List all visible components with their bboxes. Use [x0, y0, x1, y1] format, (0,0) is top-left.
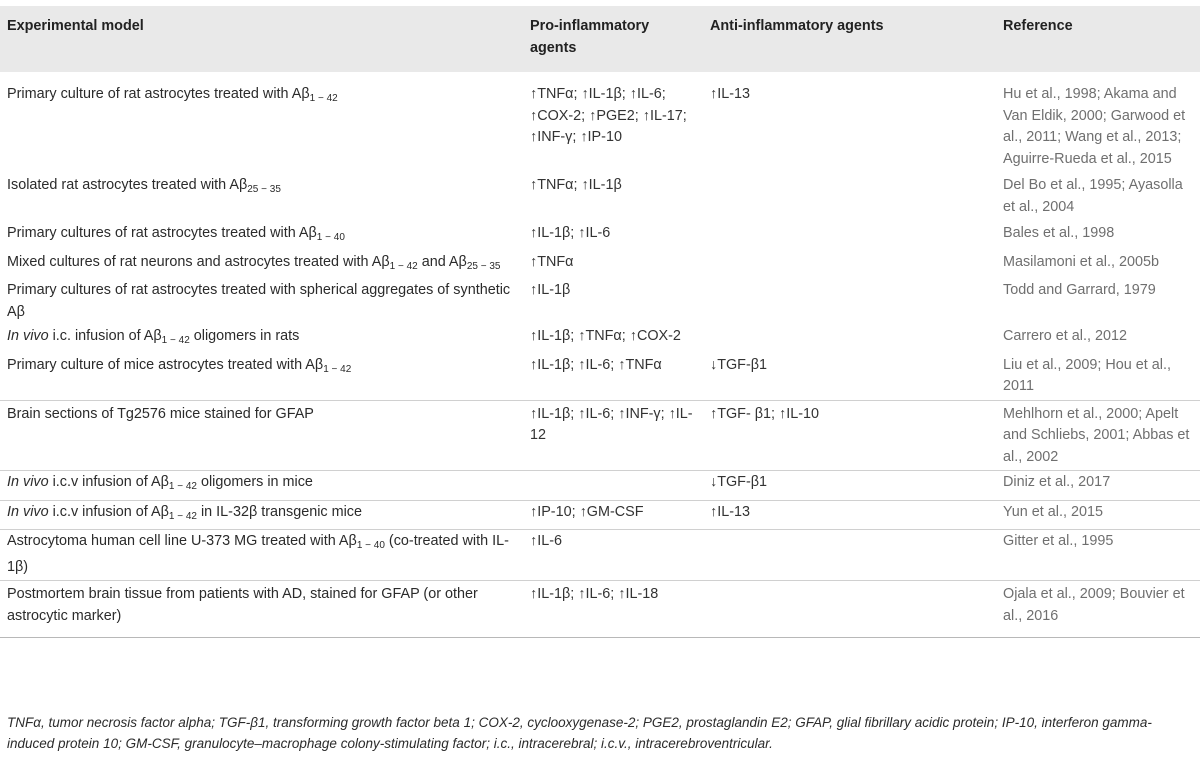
cell-experimental-model — [0, 251, 523, 280]
cell-pro-inflammatory: ↑IP-10; ↑GM-CSF — [523, 500, 703, 530]
cell-pro-inflammatory: ↑IL-1β; ↑TNFα; ↑COX-2 — [530, 328, 681, 344]
model-text: Primary cultures of rat astrocytes treated with spherical aggregates of synthetic Aβ — [7, 282, 511, 320]
model-subscript: 25 − 35 — [247, 184, 281, 195]
cell-experimental-model — [0, 72, 523, 172]
model-text: Astrocytoma human cell line U-373 MG treated with Aβ — [7, 533, 357, 549]
cell-experimental-model — [0, 172, 523, 220]
cell-anti-inflammatory: ↓TGF-β1 — [703, 471, 996, 501]
cell-experimental-model — [0, 400, 523, 471]
inflammatory-agents-table — [0, 6, 1200, 638]
model-subscript: 1 − 40 — [316, 232, 345, 243]
model-subscript: 1 − 40 — [356, 540, 385, 551]
cell-experimental-model — [0, 500, 523, 530]
cell-pro-inflammatory: ↑IL-1β — [530, 282, 571, 298]
model-subscript: 1 − 42 — [161, 335, 190, 346]
table-row — [0, 471, 1200, 501]
model-text: Brain sections of Tg2576 mice stained for GFAP — [7, 405, 314, 422]
cell-anti-inflammatory: ↑IL-13 — [710, 86, 750, 102]
model-text: i.c.v infusion of Aβ — [48, 503, 169, 520]
cell-experimental-model — [0, 354, 523, 401]
model-text-post: oligomers in mice — [196, 474, 313, 490]
model-text: Isolated rat astrocytes treated with Aβ — [7, 177, 248, 193]
cell-experimental-model — [0, 279, 523, 325]
cell-reference: Liu et al., 2009; Hou et al., 2011 — [1003, 356, 1172, 394]
table-footnote: TNFα, tumor necrosis factor alpha; TGF-β1, transforming growth factor beta 1; COX-2, cyclooxygenase-2; PGE2, prostaglandin E2; GFAP, glial fibrillary acidic protein; IP-10, interferon gamma-induced protein 10; GM-CSF, granulocyte–macrophage colony-stimulating factor; i.c., intracerebral; i.c.v., intracerebroventricular. — [7, 715, 1152, 751]
cell-reference: Ojala et al., 2009; Bouvier et al., 2016 — [996, 581, 1200, 638]
table-row — [0, 72, 1200, 172]
cell-anti-inflammatory — [703, 581, 996, 638]
cell-experimental-model — [0, 530, 523, 581]
table-row — [0, 220, 1200, 251]
cell-pro-inflammatory: ↑TNFα; ↑IL-1β; ↑IL-6; ↑COX-2; ↑PGE2; ↑IL-17; ↑INF-γ; ↑IP-10 — [530, 86, 687, 145]
cell-reference: Masilamoni et al., 2005b — [1003, 253, 1159, 270]
table-row — [0, 581, 1200, 638]
table-row — [0, 400, 1200, 471]
model-text: Mixed cultures of rat neurons and astrocytes treated with Aβ — [7, 253, 390, 270]
model-subscript: 1 − 42 — [389, 260, 418, 272]
cell-pro-inflammatory: ↑TNFα — [530, 253, 574, 270]
cell-pro-inflammatory: ↑IL-1β; ↑IL-6; ↑INF-γ; ↑IL-12 — [523, 400, 703, 471]
cell-reference: Carrero et al., 2012 — [1003, 328, 1127, 344]
model-text-post: oligomers in rats — [189, 328, 300, 344]
cell-reference: Del Bo et al., 1995; Ayasolla et al., 2004 — [1003, 177, 1183, 215]
cell-experimental-model — [0, 325, 523, 354]
cell-anti-inflammatory — [703, 279, 996, 325]
model-text: Primary culture of rat astrocytes treated with Aβ — [7, 86, 310, 102]
table-row — [0, 279, 1200, 325]
table-row — [0, 172, 1200, 220]
cell-pro-inflammatory: ↑IL-1β; ↑IL-6; ↑TNFα — [530, 356, 662, 373]
table-row — [0, 530, 1200, 581]
cell-reference: Bales et al., 1998 — [1003, 225, 1115, 241]
model-subscript: 1 − 42 — [168, 510, 197, 522]
cell-anti-inflammatory: ↓TGF-β1 — [710, 356, 768, 373]
model-text-post: in IL-32β transgenic mice — [196, 503, 363, 520]
cell-anti-inflammatory — [703, 325, 996, 354]
header-reference: Reference — [1003, 18, 1073, 34]
table-row — [0, 251, 1200, 280]
cell-pro-inflammatory: ↑IL-1β; ↑IL-6 — [530, 225, 611, 241]
table-row — [0, 354, 1200, 401]
model-subscript: 1 − 42 — [168, 481, 197, 492]
cell-reference: Diniz et al., 2017 — [996, 471, 1200, 501]
table-row — [0, 325, 1200, 354]
model-text: i.c.v infusion of Aβ — [48, 474, 169, 490]
cell-reference: Gitter et al., 1995 — [996, 530, 1200, 581]
cell-anti-inflammatory: ↑IL-13 — [703, 500, 996, 530]
cell-anti-inflammatory — [703, 251, 996, 280]
cell-experimental-model — [0, 581, 523, 638]
header-row — [0, 6, 1200, 72]
cell-anti-inflammatory — [703, 530, 996, 581]
cell-anti-inflammatory — [703, 220, 996, 251]
cell-pro-inflammatory — [523, 471, 703, 501]
cell-reference: Hu et al., 1998; Akama and Van Eldik, 2000; Garwood et al., 2011; Wang et al., 2013; Aguirre-Rueda et al., 2015 — [1003, 86, 1186, 167]
model-italic: In vivo — [7, 503, 49, 520]
model-text: Primary culture of mice astrocytes treated with Aβ — [7, 356, 324, 373]
cell-pro-inflammatory: ↑IL-6 — [523, 530, 703, 581]
header-experimental-model: Experimental model — [7, 18, 144, 34]
cell-anti-inflammatory: ↑TGF- β1; ↑IL-10 — [703, 400, 996, 471]
model-italic: In vivo — [7, 328, 49, 344]
model-text: i.c. infusion of Aβ — [48, 328, 162, 344]
header-pro-inflammatory: Pro-inflammatory agents — [530, 18, 650, 56]
model-subscript: 1 − 42 — [309, 93, 338, 104]
model-subscript: 1 − 42 — [323, 363, 352, 375]
header-anti-inflammatory: Anti-inflammatory agents — [710, 18, 884, 34]
cell-reference: Mehlhorn et al., 2000; Apelt and Schliebs, 2001; Abbas et al., 2002 — [996, 400, 1200, 471]
model-text-post: (co-treated with IL-1β) — [7, 533, 509, 575]
model-subscript-2: 25 − 35 — [466, 260, 501, 272]
model-text: Postmortem brain tissue from patients with AD, stained for GFAP (or other astrocytic marker) — [7, 586, 478, 624]
cell-pro-inflammatory: ↑TNFα; ↑IL-1β — [530, 177, 622, 193]
cell-pro-inflammatory: ↑IL-1β; ↑IL-6; ↑IL-18 — [523, 581, 703, 638]
model-italic: In vivo — [7, 474, 49, 490]
cell-experimental-model — [0, 220, 523, 251]
cell-reference: Todd and Garrard, 1979 — [1003, 282, 1156, 298]
model-text-post: and Aβ — [417, 253, 467, 270]
table-row — [0, 500, 1200, 530]
cell-anti-inflammatory — [703, 172, 996, 220]
model-text: Primary cultures of rat astrocytes treated with Aβ — [7, 225, 317, 241]
cell-experimental-model — [0, 471, 523, 501]
cell-reference: Yun et al., 2015 — [996, 500, 1200, 530]
